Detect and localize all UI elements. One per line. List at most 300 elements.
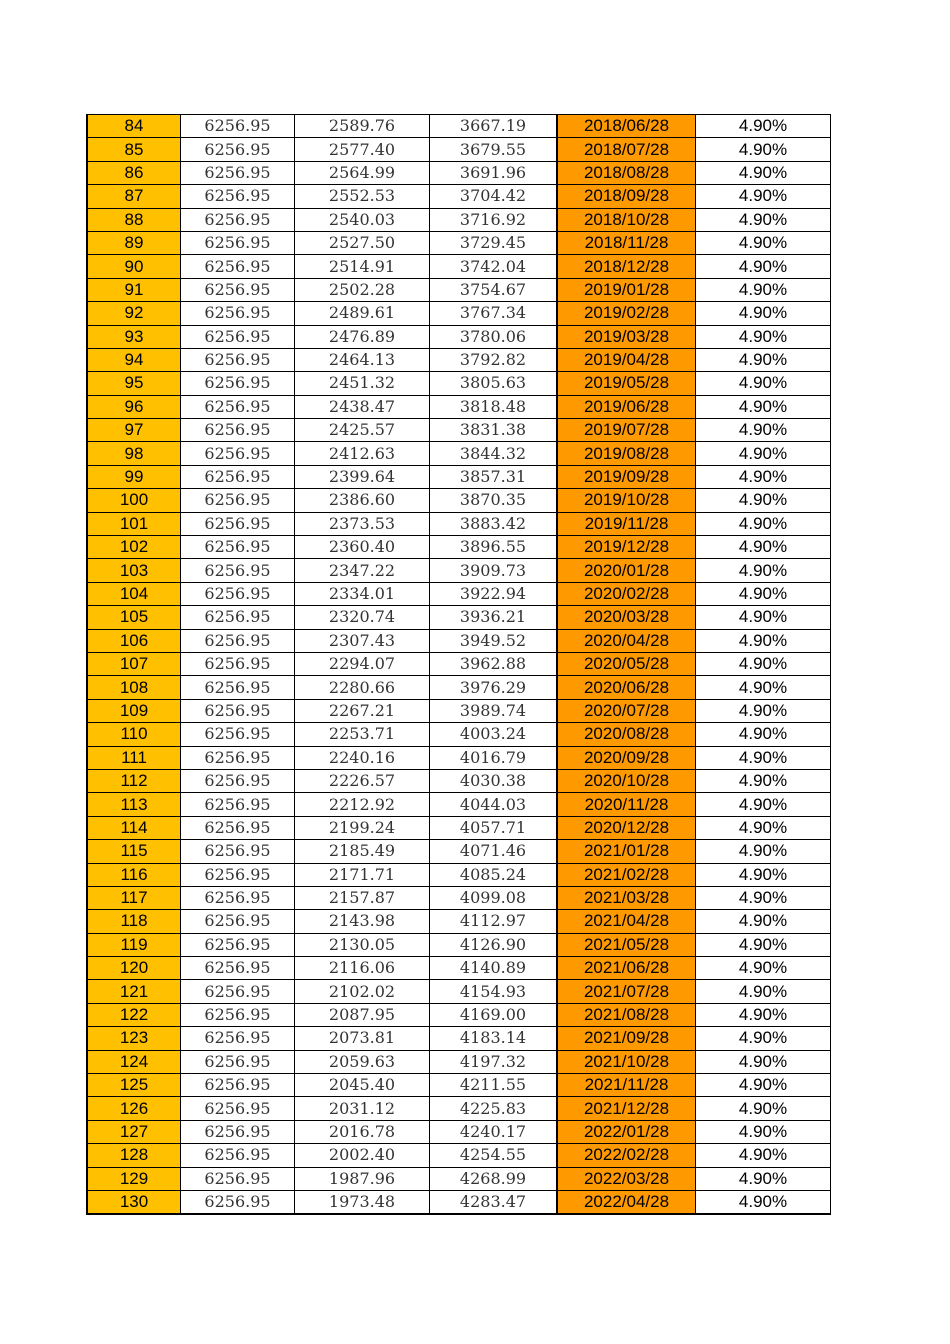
period-number-cell[interactable]: 84 [87, 115, 181, 138]
interest-rate-cell[interactable]: 4.90% [696, 980, 831, 1003]
period-number-cell[interactable]: 107 [87, 652, 181, 675]
period-number-cell[interactable]: 89 [87, 231, 181, 254]
interest-rate-cell[interactable]: 4.90% [696, 208, 831, 231]
monthly-payment-cell[interactable]: 6256.95 [181, 886, 295, 909]
period-number-cell[interactable]: 98 [87, 442, 181, 465]
principal-cell[interactable]: 4154.93 [430, 980, 558, 1003]
payment-date-cell[interactable]: 2021/07/28 [557, 980, 696, 1003]
period-number-cell[interactable]: 128 [87, 1144, 181, 1167]
principal-cell[interactable]: 4057.71 [430, 816, 558, 839]
period-number-cell[interactable]: 99 [87, 465, 181, 488]
monthly-payment-cell[interactable]: 6256.95 [181, 1003, 295, 1026]
period-number-cell[interactable]: 130 [87, 1190, 181, 1214]
interest-rate-cell[interactable]: 4.90% [696, 1003, 831, 1026]
principal-cell[interactable]: 3989.74 [430, 699, 558, 722]
interest-cell[interactable]: 2199.24 [295, 816, 430, 839]
principal-cell[interactable]: 3679.55 [430, 138, 558, 161]
payment-date-cell[interactable]: 2021/05/28 [557, 933, 696, 956]
principal-cell[interactable]: 3704.42 [430, 185, 558, 208]
monthly-payment-cell[interactable]: 6256.95 [181, 1074, 295, 1097]
interest-rate-cell[interactable]: 4.90% [696, 746, 831, 769]
payment-date-cell[interactable]: 2020/02/28 [557, 582, 696, 605]
principal-cell[interactable]: 4030.38 [430, 769, 558, 792]
interest-cell[interactable]: 2502.28 [295, 278, 430, 301]
monthly-payment-cell[interactable]: 6256.95 [181, 910, 295, 933]
principal-cell[interactable]: 3870.35 [430, 489, 558, 512]
principal-cell[interactable]: 3767.34 [430, 302, 558, 325]
principal-cell[interactable]: 4169.00 [430, 1003, 558, 1026]
interest-rate-cell[interactable]: 4.90% [696, 933, 831, 956]
monthly-payment-cell[interactable]: 6256.95 [181, 302, 295, 325]
period-number-cell[interactable]: 104 [87, 582, 181, 605]
monthly-payment-cell[interactable]: 6256.95 [181, 676, 295, 699]
principal-cell[interactable]: 3922.94 [430, 582, 558, 605]
interest-rate-cell[interactable]: 4.90% [696, 582, 831, 605]
monthly-payment-cell[interactable]: 6256.95 [181, 1144, 295, 1167]
interest-cell[interactable]: 2157.87 [295, 886, 430, 909]
interest-rate-cell[interactable]: 4.90% [696, 255, 831, 278]
interest-rate-cell[interactable]: 4.90% [696, 1074, 831, 1097]
interest-cell[interactable]: 2360.40 [295, 536, 430, 559]
payment-date-cell[interactable]: 2022/01/28 [557, 1120, 696, 1143]
interest-cell[interactable]: 2059.63 [295, 1050, 430, 1073]
interest-cell[interactable]: 2045.40 [295, 1074, 430, 1097]
monthly-payment-cell[interactable]: 6256.95 [181, 489, 295, 512]
payment-date-cell[interactable]: 2020/01/28 [557, 559, 696, 582]
principal-cell[interactable]: 3742.04 [430, 255, 558, 278]
principal-cell[interactable]: 4268.99 [430, 1167, 558, 1190]
table-row [87, 676, 831, 699]
principal-cell[interactable]: 4283.47 [430, 1190, 558, 1214]
monthly-payment-cell[interactable]: 6256.95 [181, 536, 295, 559]
table-row [87, 910, 831, 933]
interest-cell[interactable]: 2320.74 [295, 606, 430, 629]
payment-date-cell[interactable]: 2019/07/28 [557, 419, 696, 442]
payment-date-cell[interactable]: 2019/05/28 [557, 372, 696, 395]
payment-date-cell[interactable]: 2018/12/28 [557, 255, 696, 278]
table-row [87, 1003, 831, 1026]
interest-cell[interactable]: 2002.40 [295, 1144, 430, 1167]
principal-cell[interactable]: 3949.52 [430, 629, 558, 652]
monthly-payment-cell[interactable]: 6256.95 [181, 161, 295, 184]
monthly-payment-cell[interactable]: 6256.95 [181, 769, 295, 792]
principal-cell[interactable]: 4240.17 [430, 1120, 558, 1143]
period-number-cell[interactable]: 102 [87, 536, 181, 559]
payment-date-cell[interactable]: 2019/12/28 [557, 536, 696, 559]
monthly-payment-cell[interactable]: 6256.95 [181, 606, 295, 629]
monthly-payment-cell[interactable]: 6256.95 [181, 208, 295, 231]
principal-cell[interactable]: 4211.55 [430, 1074, 558, 1097]
principal-cell[interactable]: 4225.83 [430, 1097, 558, 1120]
interest-rate-cell[interactable]: 4.90% [696, 886, 831, 909]
principal-cell[interactable]: 3667.19 [430, 115, 558, 138]
principal-cell[interactable]: 4016.79 [430, 746, 558, 769]
monthly-payment-cell[interactable]: 6256.95 [181, 442, 295, 465]
period-number-cell[interactable]: 120 [87, 957, 181, 980]
payment-date-cell[interactable]: 2020/10/28 [557, 769, 696, 792]
principal-cell[interactable]: 4126.90 [430, 933, 558, 956]
payment-date-cell[interactable]: 2019/11/28 [557, 512, 696, 535]
interest-rate-cell[interactable]: 4.90% [696, 302, 831, 325]
principal-cell[interactable]: 3792.82 [430, 348, 558, 371]
period-number-cell[interactable]: 103 [87, 559, 181, 582]
payment-date-cell[interactable]: 2019/08/28 [557, 442, 696, 465]
payment-date-cell[interactable]: 2021/09/28 [557, 1027, 696, 1050]
principal-cell[interactable]: 3976.29 [430, 676, 558, 699]
interest-rate-cell[interactable]: 4.90% [696, 536, 831, 559]
interest-cell[interactable]: 2294.07 [295, 652, 430, 675]
principal-cell[interactable]: 3805.63 [430, 372, 558, 395]
monthly-payment-cell[interactable]: 6256.95 [181, 793, 295, 816]
interest-cell[interactable]: 2564.99 [295, 161, 430, 184]
monthly-payment-cell[interactable]: 6256.95 [181, 372, 295, 395]
monthly-payment-cell[interactable]: 6256.95 [181, 1120, 295, 1143]
period-number-cell[interactable]: 110 [87, 723, 181, 746]
table-row [87, 395, 831, 418]
payment-date-cell[interactable]: 2018/10/28 [557, 208, 696, 231]
monthly-payment-cell[interactable]: 6256.95 [181, 1190, 295, 1214]
interest-cell[interactable]: 2016.78 [295, 1120, 430, 1143]
interest-cell[interactable]: 2226.57 [295, 769, 430, 792]
interest-rate-cell[interactable]: 4.90% [696, 1027, 831, 1050]
interest-rate-cell[interactable]: 4.90% [696, 816, 831, 839]
period-number-cell[interactable]: 85 [87, 138, 181, 161]
period-number-cell[interactable]: 118 [87, 910, 181, 933]
payment-date-cell[interactable]: 2020/09/28 [557, 746, 696, 769]
period-number-cell[interactable]: 96 [87, 395, 181, 418]
payment-date-cell[interactable]: 2020/04/28 [557, 629, 696, 652]
interest-rate-cell[interactable]: 4.90% [696, 348, 831, 371]
payment-date-cell[interactable]: 2019/04/28 [557, 348, 696, 371]
period-number-cell[interactable]: 127 [87, 1120, 181, 1143]
payment-date-cell[interactable]: 2020/06/28 [557, 676, 696, 699]
interest-rate-cell[interactable]: 4.90% [696, 769, 831, 792]
period-number-cell[interactable]: 124 [87, 1050, 181, 1073]
principal-cell[interactable]: 3818.48 [430, 395, 558, 418]
interest-cell[interactable]: 2267.21 [295, 699, 430, 722]
interest-cell[interactable]: 2386.60 [295, 489, 430, 512]
interest-cell[interactable]: 2451.32 [295, 372, 430, 395]
period-number-cell[interactable]: 108 [87, 676, 181, 699]
principal-cell[interactable]: 4112.97 [430, 910, 558, 933]
payment-date-cell[interactable]: 2018/11/28 [557, 231, 696, 254]
principal-cell[interactable]: 3716.92 [430, 208, 558, 231]
period-number-cell[interactable]: 88 [87, 208, 181, 231]
table-row [87, 1097, 831, 1120]
interest-cell[interactable]: 2073.81 [295, 1027, 430, 1050]
interest-rate-cell[interactable]: 4.90% [696, 840, 831, 863]
principal-cell[interactable]: 4099.08 [430, 886, 558, 909]
period-number-cell[interactable]: 87 [87, 185, 181, 208]
interest-rate-cell[interactable]: 4.90% [696, 115, 831, 138]
period-number-cell[interactable]: 112 [87, 769, 181, 792]
interest-cell[interactable]: 2334.01 [295, 582, 430, 605]
principal-cell[interactable]: 4254.55 [430, 1144, 558, 1167]
interest-rate-cell[interactable]: 4.90% [696, 1167, 831, 1190]
payment-date-cell[interactable]: 2021/02/28 [557, 863, 696, 886]
period-number-cell[interactable]: 122 [87, 1003, 181, 1026]
monthly-payment-cell[interactable]: 6256.95 [181, 278, 295, 301]
interest-rate-cell[interactable]: 4.90% [696, 863, 831, 886]
table-row [87, 419, 831, 442]
principal-cell[interactable]: 3780.06 [430, 325, 558, 348]
interest-cell[interactable]: 2464.13 [295, 348, 430, 371]
interest-rate-cell[interactable]: 4.90% [696, 395, 831, 418]
interest-rate-cell[interactable]: 4.90% [696, 1144, 831, 1167]
period-number-cell[interactable]: 86 [87, 161, 181, 184]
principal-cell[interactable]: 3729.45 [430, 231, 558, 254]
monthly-payment-cell[interactable]: 6256.95 [181, 1167, 295, 1190]
monthly-payment-cell[interactable]: 6256.95 [181, 1097, 295, 1120]
payment-date-cell[interactable]: 2019/06/28 [557, 395, 696, 418]
interest-rate-cell[interactable]: 4.90% [696, 1190, 831, 1214]
interest-rate-cell[interactable]: 4.90% [696, 231, 831, 254]
payment-date-cell[interactable]: 2019/09/28 [557, 465, 696, 488]
principal-cell[interactable]: 4140.89 [430, 957, 558, 980]
payment-date-cell[interactable]: 2020/03/28 [557, 606, 696, 629]
period-number-cell[interactable]: 97 [87, 419, 181, 442]
principal-cell[interactable]: 3883.42 [430, 512, 558, 535]
period-number-cell[interactable]: 101 [87, 512, 181, 535]
table-row [87, 465, 831, 488]
monthly-payment-cell[interactable]: 6256.95 [181, 1027, 295, 1050]
monthly-payment-cell[interactable]: 6256.95 [181, 348, 295, 371]
interest-cell[interactable]: 1973.48 [295, 1190, 430, 1214]
period-number-cell[interactable]: 126 [87, 1097, 181, 1120]
interest-rate-cell[interactable]: 4.90% [696, 489, 831, 512]
interest-rate-cell[interactable]: 4.90% [696, 606, 831, 629]
period-number-cell[interactable]: 95 [87, 372, 181, 395]
interest-rate-cell[interactable]: 4.90% [696, 699, 831, 722]
period-number-cell[interactable]: 123 [87, 1027, 181, 1050]
interest-cell[interactable]: 2412.63 [295, 442, 430, 465]
payment-date-cell[interactable]: 2022/04/28 [557, 1190, 696, 1214]
table-row [87, 840, 831, 863]
monthly-payment-cell[interactable]: 6256.95 [181, 840, 295, 863]
monthly-payment-cell[interactable]: 6256.95 [181, 465, 295, 488]
interest-cell[interactable]: 2540.03 [295, 208, 430, 231]
interest-cell[interactable]: 2399.64 [295, 465, 430, 488]
interest-cell[interactable]: 1987.96 [295, 1167, 430, 1190]
interest-rate-cell[interactable]: 4.90% [696, 372, 831, 395]
payment-date-cell[interactable]: 2021/12/28 [557, 1097, 696, 1120]
interest-cell[interactable]: 2240.16 [295, 746, 430, 769]
interest-rate-cell[interactable]: 4.90% [696, 629, 831, 652]
interest-cell[interactable]: 2087.95 [295, 1003, 430, 1026]
interest-cell[interactable]: 2185.49 [295, 840, 430, 863]
payment-date-cell[interactable]: 2020/07/28 [557, 699, 696, 722]
payment-date-cell[interactable]: 2020/05/28 [557, 652, 696, 675]
principal-cell[interactable]: 4003.24 [430, 723, 558, 746]
interest-cell[interactable]: 2476.89 [295, 325, 430, 348]
period-number-cell[interactable]: 129 [87, 1167, 181, 1190]
monthly-payment-cell[interactable]: 6256.95 [181, 723, 295, 746]
principal-cell[interactable]: 4085.24 [430, 863, 558, 886]
payment-date-cell[interactable]: 2021/11/28 [557, 1074, 696, 1097]
monthly-payment-cell[interactable]: 6256.95 [181, 652, 295, 675]
interest-rate-cell[interactable]: 4.90% [696, 559, 831, 582]
interest-rate-cell[interactable]: 4.90% [696, 910, 831, 933]
monthly-payment-cell[interactable]: 6256.95 [181, 863, 295, 886]
interest-cell[interactable]: 2425.57 [295, 419, 430, 442]
monthly-payment-cell[interactable]: 6256.95 [181, 629, 295, 652]
payment-date-cell[interactable]: 2021/01/28 [557, 840, 696, 863]
interest-rate-cell[interactable]: 4.90% [696, 185, 831, 208]
period-number-cell[interactable]: 111 [87, 746, 181, 769]
table-row [87, 886, 831, 909]
table-row [87, 185, 831, 208]
principal-cell[interactable]: 3831.38 [430, 419, 558, 442]
interest-cell[interactable]: 2102.02 [295, 980, 430, 1003]
principal-cell[interactable]: 3896.55 [430, 536, 558, 559]
payment-date-cell[interactable]: 2019/02/28 [557, 302, 696, 325]
period-number-cell[interactable]: 92 [87, 302, 181, 325]
principal-cell[interactable]: 4183.14 [430, 1027, 558, 1050]
payment-date-cell[interactable]: 2020/11/28 [557, 793, 696, 816]
period-number-cell[interactable]: 115 [87, 840, 181, 863]
payment-date-cell[interactable]: 2021/04/28 [557, 910, 696, 933]
period-number-cell[interactable]: 100 [87, 489, 181, 512]
principal-cell[interactable]: 3857.31 [430, 465, 558, 488]
monthly-payment-cell[interactable]: 6256.95 [181, 699, 295, 722]
period-number-cell[interactable]: 109 [87, 699, 181, 722]
interest-rate-cell[interactable]: 4.90% [696, 419, 831, 442]
payment-date-cell[interactable]: 2019/03/28 [557, 325, 696, 348]
period-number-cell[interactable]: 117 [87, 886, 181, 909]
principal-cell[interactable]: 3962.88 [430, 652, 558, 675]
interest-cell[interactable]: 2130.05 [295, 933, 430, 956]
principal-cell[interactable]: 3936.21 [430, 606, 558, 629]
interest-rate-cell[interactable]: 4.90% [696, 278, 831, 301]
interest-rate-cell[interactable]: 4.90% [696, 161, 831, 184]
table-row [87, 348, 831, 371]
monthly-payment-cell[interactable]: 6256.95 [181, 255, 295, 278]
monthly-payment-cell[interactable]: 6256.95 [181, 957, 295, 980]
payment-date-cell[interactable]: 2022/02/28 [557, 1144, 696, 1167]
payment-date-cell[interactable]: 2019/01/28 [557, 278, 696, 301]
period-number-cell[interactable]: 91 [87, 278, 181, 301]
interest-cell[interactable]: 2307.43 [295, 629, 430, 652]
interest-cell[interactable]: 2577.40 [295, 138, 430, 161]
interest-rate-cell[interactable]: 4.90% [696, 1120, 831, 1143]
table-row [87, 115, 831, 138]
interest-cell[interactable]: 2489.61 [295, 302, 430, 325]
table-row [87, 325, 831, 348]
principal-cell[interactable]: 3691.96 [430, 161, 558, 184]
interest-rate-cell[interactable]: 4.90% [696, 793, 831, 816]
period-number-cell[interactable]: 116 [87, 863, 181, 886]
monthly-payment-cell[interactable]: 6256.95 [181, 325, 295, 348]
payment-date-cell[interactable]: 2020/08/28 [557, 723, 696, 746]
period-number-cell[interactable]: 90 [87, 255, 181, 278]
monthly-payment-cell[interactable]: 6256.95 [181, 115, 295, 138]
table-row [87, 980, 831, 1003]
principal-cell[interactable]: 4071.46 [430, 840, 558, 863]
monthly-payment-cell[interactable]: 6256.95 [181, 185, 295, 208]
payment-date-cell[interactable]: 2018/06/28 [557, 115, 696, 138]
period-number-cell[interactable]: 113 [87, 793, 181, 816]
period-number-cell[interactable]: 121 [87, 980, 181, 1003]
interest-cell[interactable]: 2527.50 [295, 231, 430, 254]
period-number-cell[interactable]: 106 [87, 629, 181, 652]
payment-date-cell[interactable]: 2019/10/28 [557, 489, 696, 512]
monthly-payment-cell[interactable]: 6256.95 [181, 419, 295, 442]
interest-cell[interactable]: 2514.91 [295, 255, 430, 278]
period-number-cell[interactable]: 105 [87, 606, 181, 629]
interest-cell[interactable]: 2116.06 [295, 957, 430, 980]
payment-date-cell[interactable]: 2021/08/28 [557, 1003, 696, 1026]
interest-rate-cell[interactable]: 4.90% [696, 325, 831, 348]
principal-cell[interactable]: 4044.03 [430, 793, 558, 816]
interest-rate-cell[interactable]: 4.90% [696, 957, 831, 980]
payment-date-cell[interactable]: 2018/08/28 [557, 161, 696, 184]
period-number-cell[interactable]: 114 [87, 816, 181, 839]
monthly-payment-cell[interactable]: 6256.95 [181, 816, 295, 839]
payment-date-cell[interactable]: 2018/07/28 [557, 138, 696, 161]
payment-date-cell[interactable]: 2020/12/28 [557, 816, 696, 839]
period-number-cell[interactable]: 94 [87, 348, 181, 371]
interest-rate-cell[interactable]: 4.90% [696, 1050, 831, 1073]
monthly-payment-cell[interactable]: 6256.95 [181, 138, 295, 161]
principal-cell[interactable]: 3844.32 [430, 442, 558, 465]
principal-cell[interactable]: 3754.67 [430, 278, 558, 301]
table-row [87, 793, 831, 816]
payment-date-cell[interactable]: 2021/03/28 [557, 886, 696, 909]
monthly-payment-cell[interactable]: 6256.95 [181, 559, 295, 582]
interest-rate-cell[interactable]: 4.90% [696, 465, 831, 488]
interest-cell[interactable]: 2253.71 [295, 723, 430, 746]
interest-cell[interactable]: 2280.66 [295, 676, 430, 699]
interest-cell[interactable]: 2589.76 [295, 115, 430, 138]
period-number-cell[interactable]: 93 [87, 325, 181, 348]
monthly-payment-cell[interactable]: 6256.95 [181, 1050, 295, 1073]
interest-rate-cell[interactable]: 4.90% [696, 723, 831, 746]
payment-date-cell[interactable]: 2018/09/28 [557, 185, 696, 208]
period-number-cell[interactable]: 119 [87, 933, 181, 956]
principal-cell[interactable]: 3909.73 [430, 559, 558, 582]
payment-date-cell[interactable]: 2021/10/28 [557, 1050, 696, 1073]
interest-rate-cell[interactable]: 4.90% [696, 512, 831, 535]
interest-cell[interactable]: 2212.92 [295, 793, 430, 816]
period-number-cell[interactable]: 125 [87, 1074, 181, 1097]
table-row [87, 957, 831, 980]
monthly-payment-cell[interactable]: 6256.95 [181, 582, 295, 605]
table-row [87, 629, 831, 652]
interest-cell[interactable]: 2552.53 [295, 185, 430, 208]
monthly-payment-cell[interactable]: 6256.95 [181, 746, 295, 769]
interest-cell[interactable]: 2373.53 [295, 512, 430, 535]
payment-date-cell[interactable]: 2021/06/28 [557, 957, 696, 980]
interest-cell[interactable]: 2031.12 [295, 1097, 430, 1120]
interest-rate-cell[interactable]: 4.90% [696, 442, 831, 465]
table-row [87, 816, 831, 839]
principal-cell[interactable]: 4197.32 [430, 1050, 558, 1073]
payment-date-cell[interactable]: 2022/03/28 [557, 1167, 696, 1190]
monthly-payment-cell[interactable]: 6256.95 [181, 395, 295, 418]
interest-cell[interactable]: 2171.71 [295, 863, 430, 886]
monthly-payment-cell[interactable]: 6256.95 [181, 980, 295, 1003]
interest-cell[interactable]: 2438.47 [295, 395, 430, 418]
interest-rate-cell[interactable]: 4.90% [696, 652, 831, 675]
monthly-payment-cell[interactable]: 6256.95 [181, 933, 295, 956]
monthly-payment-cell[interactable]: 6256.95 [181, 512, 295, 535]
interest-rate-cell[interactable]: 4.90% [696, 138, 831, 161]
interest-cell[interactable]: 2143.98 [295, 910, 430, 933]
interest-rate-cell[interactable]: 4.90% [696, 1097, 831, 1120]
monthly-payment-cell[interactable]: 6256.95 [181, 231, 295, 254]
interest-cell[interactable]: 2347.22 [295, 559, 430, 582]
interest-rate-cell[interactable]: 4.90% [696, 676, 831, 699]
